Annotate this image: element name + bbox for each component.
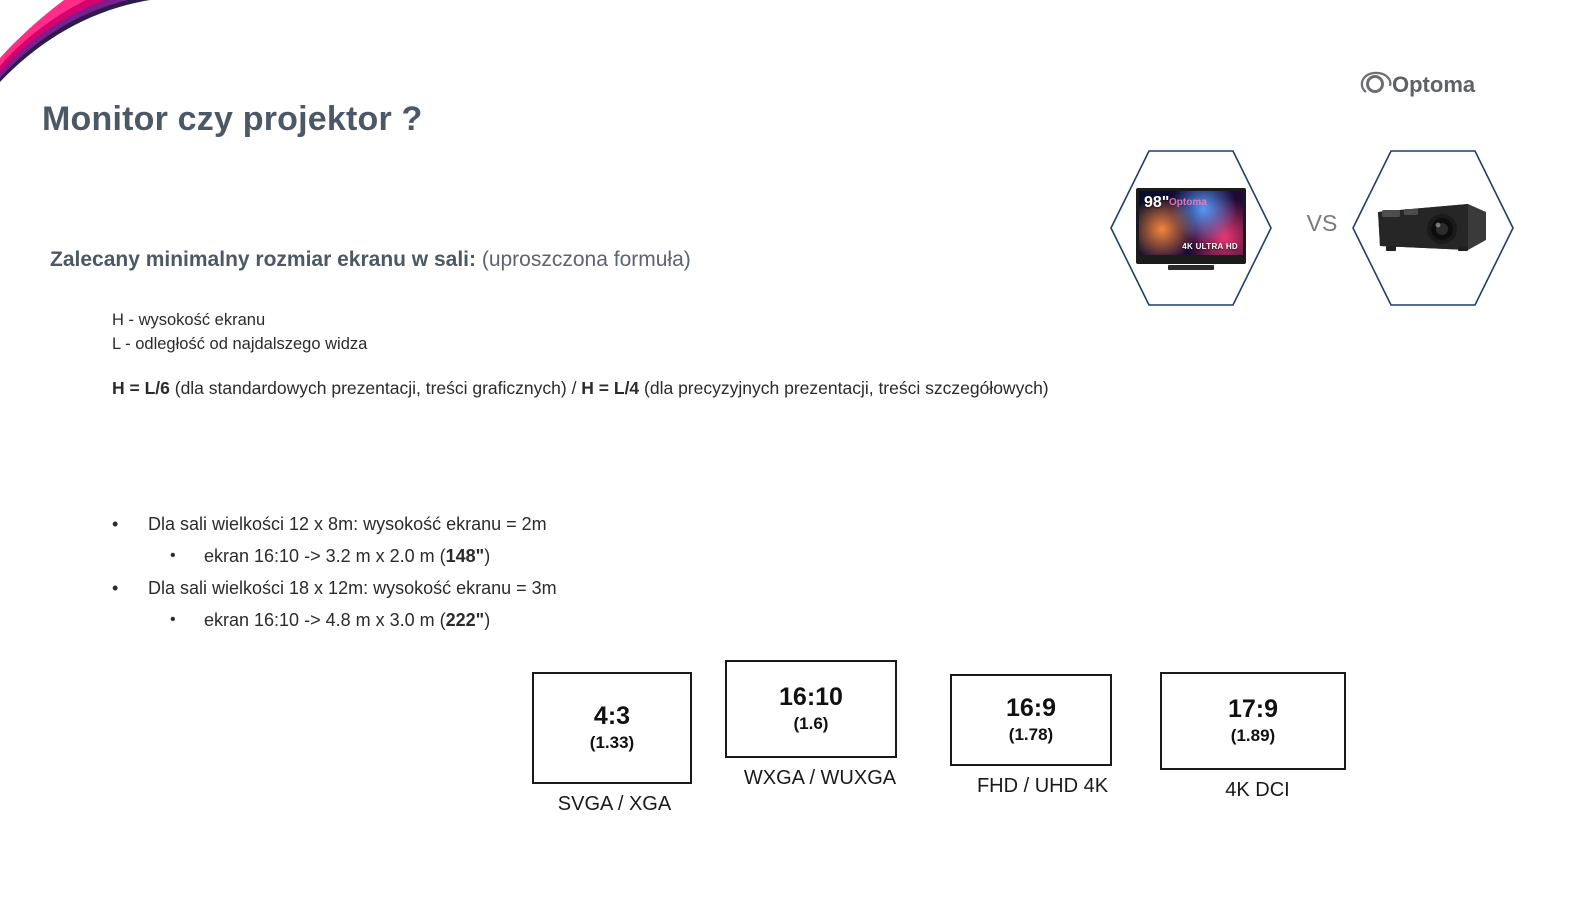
bullet-text: Dla sali wielkości 12 x 8m: wysokość ekranu = 2m	[148, 514, 547, 534]
svg-text:Optoma: Optoma	[1392, 72, 1476, 97]
aspect-ratio-caption: 4K DCI	[1225, 779, 1290, 801]
aspect-ratio-16-10	[725, 660, 915, 790]
list-item	[104, 604, 557, 636]
formula-text	[112, 375, 1232, 402]
tv-stand	[1168, 265, 1214, 270]
definition-h: H - wysokość ekranu	[112, 311, 266, 329]
list-item	[104, 540, 557, 572]
aspect-ratio-value: 16:9	[1005, 693, 1057, 722]
aspect-ratio-decimal: (1.89)	[1230, 726, 1276, 746]
formula-part1-bold: H = L/6	[112, 378, 170, 398]
aspect-ratio-box	[725, 660, 897, 758]
aspect-ratio-17-9	[1160, 672, 1355, 802]
aspect-ratio-box	[532, 672, 692, 784]
vs-label: VS	[1306, 210, 1338, 236]
bullet-tail: )	[484, 610, 491, 630]
aspect-ratio-decimal: (1.78)	[1008, 725, 1054, 745]
aspect-ratio-value: 17:9	[1227, 694, 1279, 723]
subtitle-light: (uproszczona formuła)	[476, 248, 691, 271]
example-bullet-list	[104, 508, 557, 636]
bullet-tail: )	[484, 546, 491, 566]
formula-part2-text: (dla precyzyjnych prezentacji, treści szczegółowych)	[639, 378, 1049, 398]
aspect-ratio-value: 16:10	[779, 682, 843, 711]
tv-brand-label: Optoma	[1169, 197, 1207, 208]
tv-hexagon	[1108, 148, 1274, 308]
aspect-ratio-box	[1160, 672, 1346, 770]
formula-part1-text: (dla standardowych prezentacji, treści graficznych) /	[169, 378, 582, 398]
bullet-text: ekran 16:10 -> 4.8 m x 3.0 m (	[204, 610, 446, 630]
bullet-text: ekran 16:10 -> 3.2 m x 2.0 m (	[204, 546, 446, 566]
tv-icon	[1136, 188, 1246, 264]
aspect-ratio-decimal: (1.6)	[793, 714, 829, 734]
optoma-logo-icon	[1352, 62, 1552, 110]
projector-hexagon	[1350, 148, 1516, 308]
decorative-corner-swoosh	[0, 0, 230, 90]
aspect-ratio-caption: SVGA / XGA	[557, 793, 672, 815]
projector-icon	[1372, 196, 1492, 258]
aspect-ratio-caption: WXGA / WUXGA	[743, 767, 897, 789]
device-comparison	[1100, 148, 1550, 313]
aspect-ratio-4-3	[532, 672, 697, 816]
list-item	[104, 572, 557, 604]
tv-uhd-label: 4K ULTRA HD	[1182, 242, 1238, 251]
subtitle-bold: Zalecany minimalny rozmiar ekranu w sali:	[50, 248, 476, 271]
formula-part2-bold: H = L/4	[581, 378, 640, 398]
tv-size-label: 98"	[1144, 194, 1170, 211]
bullet-text: Dla sali wielkości 18 x 12m: wysokość ekranu = 3m	[148, 578, 557, 598]
aspect-ratio-decimal: (1.33)	[589, 733, 635, 753]
definition-list	[112, 308, 367, 356]
aspect-ratio-group	[520, 660, 1420, 860]
aspect-ratio-box	[950, 674, 1112, 766]
bullet-bold-value: 148"	[445, 546, 485, 566]
section-subtitle	[50, 248, 691, 272]
definition-l: L - odległość od najdalszego widza	[112, 335, 368, 353]
bullet-bold-value: 222"	[445, 610, 485, 630]
page-title: Monitor czy projektor ?	[42, 100, 423, 138]
aspect-ratio-16-9	[950, 674, 1135, 798]
aspect-ratio-caption: FHD / UHD 4K	[976, 775, 1109, 797]
aspect-ratio-value: 4:3	[593, 701, 631, 730]
list-item	[104, 508, 557, 540]
